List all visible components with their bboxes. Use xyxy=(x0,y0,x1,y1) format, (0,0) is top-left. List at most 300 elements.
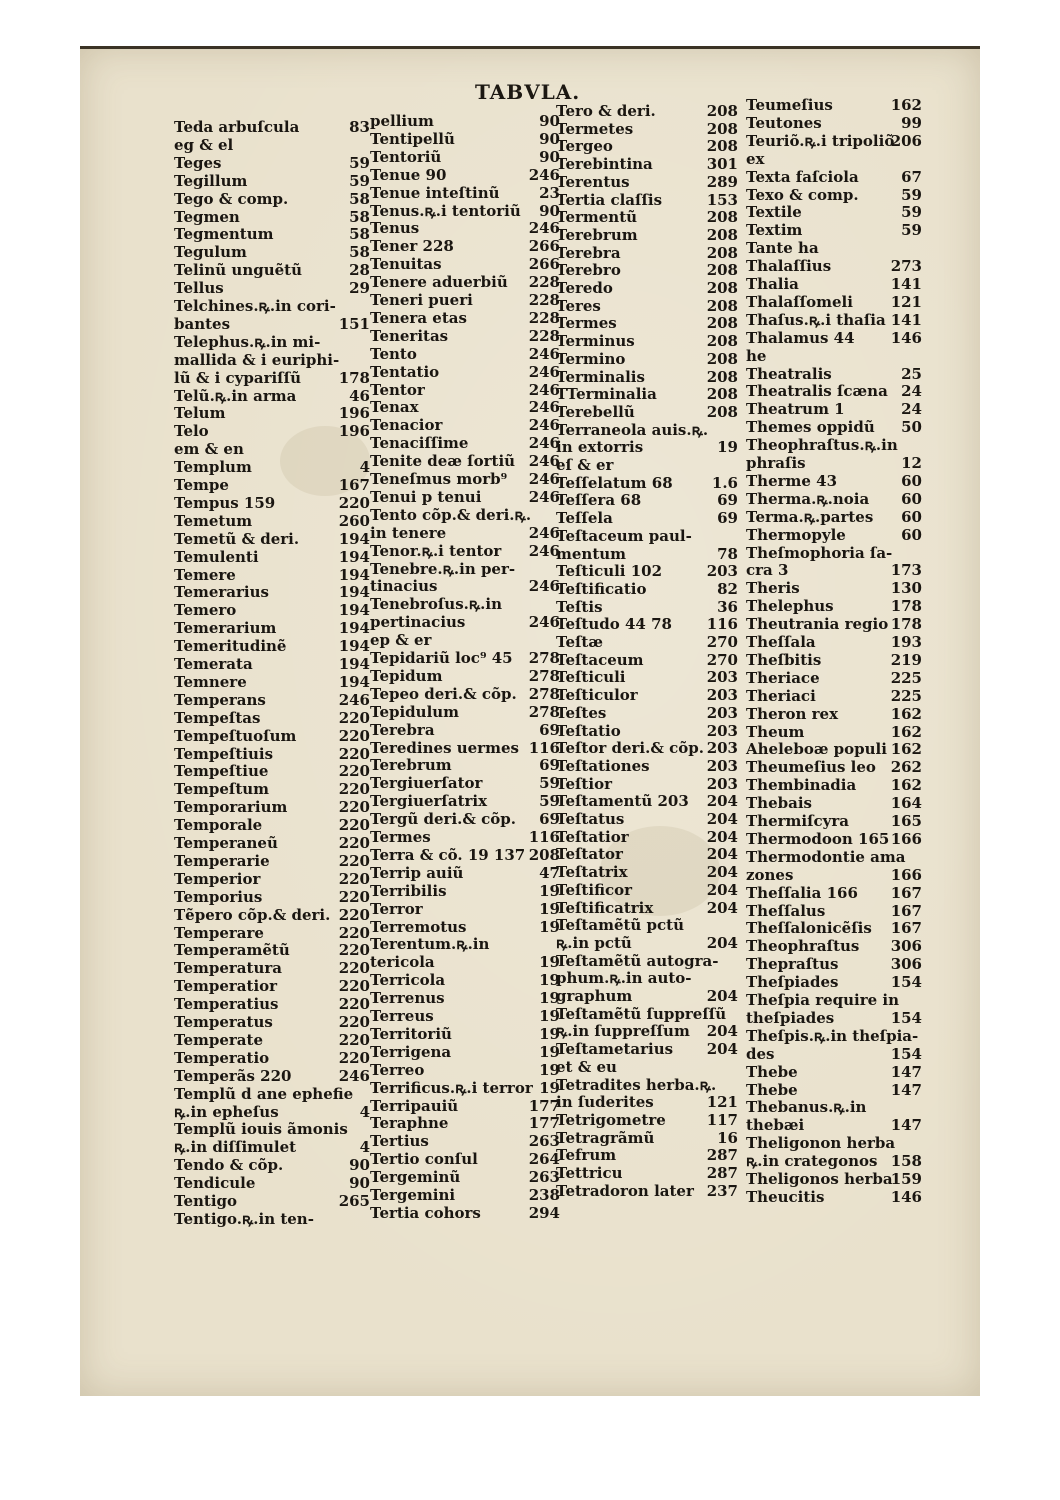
index-page-ref: 262 xyxy=(890,758,922,777)
index-page-ref: 19 xyxy=(539,1060,560,1079)
index-page-ref: 154 xyxy=(890,1044,922,1063)
index-term: Terror xyxy=(370,899,423,918)
index-page-ref: 246 xyxy=(528,523,560,542)
index-term: Theſpia require in xyxy=(746,991,900,1009)
index-page-ref: 203 xyxy=(706,686,738,705)
index-term: Tempeſtuoſum xyxy=(174,726,297,745)
index-term: Terricola xyxy=(370,971,446,990)
index-term: Theligonon herba xyxy=(746,1134,896,1153)
index-term: Temporarium xyxy=(174,798,288,817)
index-page-ref: 204 xyxy=(706,880,738,899)
index-term: Thalaſſomeli xyxy=(746,292,853,311)
index-page-ref: 220 xyxy=(338,959,370,978)
index-term: mallida & i euriphi- xyxy=(174,350,340,369)
index-page-ref: 58 xyxy=(349,207,370,226)
index-term: Teſſela xyxy=(556,509,613,528)
index-page-ref: 19 xyxy=(539,1007,560,1025)
index-page-ref: 141 xyxy=(890,310,922,329)
index-page-ref: 117 xyxy=(706,1110,738,1129)
index-term: zones xyxy=(746,865,794,884)
index-page-ref: 173 xyxy=(890,561,922,580)
index-page-ref: 162 xyxy=(890,740,922,759)
index-term: Teſtior xyxy=(556,774,612,793)
index-page-ref: 208 xyxy=(706,137,738,156)
index-term: Theum xyxy=(746,722,805,741)
index-term: Termetes xyxy=(556,119,634,138)
index-term: Teſtificatrix xyxy=(556,898,654,917)
index-page-ref: 246 xyxy=(528,398,560,417)
index-page-ref: 19 xyxy=(717,438,738,457)
index-term: Theumeſius leo xyxy=(746,758,876,777)
index-page-ref: 69 xyxy=(717,509,738,528)
index-page-ref: 208 xyxy=(706,279,738,297)
index-term: Temeritudinẽ xyxy=(174,637,287,656)
index-term: Terreus xyxy=(370,1007,434,1025)
index-page-ref: 246 xyxy=(528,344,560,363)
index-term: lũ & i cypariſſũ xyxy=(174,368,301,387)
index-term: Thalamus 44 xyxy=(746,328,855,347)
index-page-ref: 263 xyxy=(528,1168,560,1187)
index-page-ref: 46 xyxy=(349,386,370,405)
manuscript-page xyxy=(80,46,980,1396)
index-page-ref: 164 xyxy=(890,794,922,813)
index-term: Temperate xyxy=(174,1030,263,1049)
index-page-ref: 19 xyxy=(539,881,560,900)
index-page-ref: 90 xyxy=(349,1174,370,1193)
index-page-ref: 246 xyxy=(528,362,560,381)
index-page-ref: 208 xyxy=(528,845,560,864)
index-term: Tegmen xyxy=(174,207,240,226)
index-page-ref: 220 xyxy=(338,995,370,1014)
index-term: Temerarium xyxy=(174,619,277,638)
index-page-ref: 4 xyxy=(359,1138,370,1157)
index-page-ref: 59 xyxy=(901,221,922,240)
index-term: Temetum xyxy=(174,511,253,530)
index-page-ref: 194 xyxy=(338,619,370,638)
index-page-ref: 204 xyxy=(706,898,738,917)
index-term: Terma.ꝶ.partes xyxy=(746,507,874,526)
index-page-ref: 24 xyxy=(901,400,922,419)
index-term: Theſſalonicẽſis xyxy=(746,919,872,938)
index-page-ref: 220 xyxy=(338,780,370,799)
index-term: Teſtificatio xyxy=(556,579,647,598)
index-term: Termes xyxy=(556,314,617,333)
index-term: Theſſalus xyxy=(746,901,826,920)
index-term: Theron rex xyxy=(746,704,839,723)
index-term: Temnere xyxy=(174,672,247,691)
index-page-ref: 59 xyxy=(349,171,370,190)
index-page-ref: 90 xyxy=(539,201,560,220)
index-page-ref: 29 xyxy=(349,279,370,298)
index-page-ref: 246 xyxy=(338,1066,370,1085)
index-page-ref: 194 xyxy=(338,583,370,602)
index-term: Teſtatus xyxy=(556,810,625,828)
index-page-ref: 90 xyxy=(539,147,560,166)
index-page-ref: 60 xyxy=(901,507,922,526)
index-term: Tentipellũ xyxy=(370,129,455,148)
index-term: Teſſera 68 xyxy=(556,491,642,510)
index-page-ref: 208 xyxy=(706,119,738,138)
index-term: Tergeminũ xyxy=(370,1168,461,1187)
index-page-ref: 154 xyxy=(890,1008,922,1027)
index-page-ref: 273 xyxy=(890,257,922,276)
index-term: Temporale xyxy=(174,816,263,835)
index-term: Tentoriũ xyxy=(370,147,442,166)
index-page-ref: 204 xyxy=(706,863,738,882)
index-page-ref: 90 xyxy=(539,129,560,148)
index-term: Teſſelatum 68 xyxy=(556,473,673,492)
index-term: Teneritas xyxy=(370,326,449,345)
index-page-ref: 16 xyxy=(717,1128,738,1147)
index-term: Terentus xyxy=(556,172,630,191)
index-page-ref: 220 xyxy=(338,834,370,852)
index-term: Terebra xyxy=(370,720,435,739)
index-page-ref: 246 xyxy=(338,690,370,709)
index-term: TTerminalia xyxy=(556,385,657,404)
index-term: Temperare xyxy=(174,923,264,942)
index-term: pellium xyxy=(370,112,434,130)
index-term: Therme 43 xyxy=(746,471,838,490)
index-term: Temperans xyxy=(174,690,266,709)
index-term: Tetrigometre xyxy=(556,1110,666,1129)
index-term: Tenacior xyxy=(370,416,443,435)
index-page-ref: 116 xyxy=(528,828,560,846)
index-page-ref: 220 xyxy=(338,941,370,960)
index-term: phraſis xyxy=(746,454,806,472)
index-term: Theatralis ſcæna xyxy=(746,382,888,401)
index-page-ref: 69 xyxy=(717,491,738,510)
index-term: Teſtudo 44 78 xyxy=(556,615,672,634)
index-page-ref: 294 xyxy=(528,1203,560,1222)
index-term: Tenax xyxy=(370,398,419,417)
index-page-ref: 194 xyxy=(338,672,370,691)
index-page-ref: 301 xyxy=(706,155,738,174)
index-term: Tempeſtiuis xyxy=(174,744,274,763)
index-page-ref: 203 xyxy=(706,721,738,740)
index-term: Tenue 90 xyxy=(370,165,447,184)
index-term: Temero xyxy=(174,601,237,620)
index-term: Teſtæ xyxy=(556,633,603,651)
index-term: Texo & comp. xyxy=(746,185,859,204)
index-term: tericola xyxy=(370,953,435,972)
index-term: Aheleboæ populi xyxy=(746,740,887,759)
index-term: in extorris xyxy=(556,438,644,457)
index-term: Tendicule xyxy=(174,1174,256,1193)
index-term: Tetragrãmũ xyxy=(556,1128,655,1147)
index-term: Tegillum xyxy=(174,171,248,190)
index-term: Terraneola auis.ꝶ. xyxy=(556,420,709,439)
index-page-ref: 83 xyxy=(349,118,370,136)
index-term: Tertia claſſis xyxy=(556,190,663,209)
index-term: Temperatura xyxy=(174,959,282,978)
index-term: Teſtaceum paul- xyxy=(556,526,692,545)
index-page-ref: 166 xyxy=(890,865,922,884)
index-page-ref: 237 xyxy=(706,1181,738,1200)
index-term: Tentatio xyxy=(370,362,440,381)
index-page-ref: 23 xyxy=(539,183,560,202)
index-page-ref: 208 xyxy=(706,402,738,421)
index-page-ref: 246 xyxy=(528,541,560,560)
index-term: Tenuitas xyxy=(370,255,442,274)
index-page-ref: 36 xyxy=(717,597,738,616)
index-page-ref: 246 xyxy=(528,434,560,453)
index-term: Tepidariũ loc⁹ 45 xyxy=(370,649,513,667)
index-term: Thermodontie ama xyxy=(746,847,906,866)
index-page-ref: 193 xyxy=(890,633,922,651)
index-term: Temperatius xyxy=(174,995,279,1014)
index-page-ref: 194 xyxy=(338,547,370,566)
index-page-ref: 246 xyxy=(528,577,560,596)
index-page-ref: 220 xyxy=(338,798,370,817)
index-term: Theſſala xyxy=(746,633,816,651)
index-page-ref: 287 xyxy=(706,1146,738,1165)
index-term: Teges xyxy=(174,153,222,172)
index-page-ref: 246 xyxy=(528,380,560,399)
index-page-ref: 220 xyxy=(338,851,370,870)
index-term: Thepraſtus xyxy=(746,955,839,974)
index-term: ꝶ.in pctũ xyxy=(556,933,632,952)
index-term: cra 3 xyxy=(746,561,789,580)
index-term: Tenui p tenui xyxy=(370,487,482,506)
index-term: Teredines uermes xyxy=(370,738,519,757)
index-page-ref: 208 xyxy=(706,102,738,120)
index-page-ref: 151 xyxy=(338,314,370,333)
index-page-ref: 59 xyxy=(539,792,560,811)
index-term: Telũ.ꝶ.in arma xyxy=(174,386,297,405)
index-page-ref: 167 xyxy=(338,476,370,494)
index-term: Tergiuerſator xyxy=(370,774,483,793)
index-term: Theſmophoria ſa- xyxy=(746,543,893,562)
index-term: Teſtaceum xyxy=(556,650,644,669)
index-page-ref: 208 xyxy=(706,367,738,386)
index-term: Thalia xyxy=(746,275,799,293)
index-page-ref: 208 xyxy=(706,314,738,333)
index-term: Tertia cohors xyxy=(370,1203,481,1222)
index-page-ref: 270 xyxy=(706,633,738,651)
index-term: Tempus 159 xyxy=(174,493,276,512)
index-term: Terebro xyxy=(556,261,621,280)
index-term: Tentor xyxy=(370,380,425,399)
index-page-ref: 59 xyxy=(901,185,922,204)
index-page-ref: 208 xyxy=(706,296,738,315)
index-page-ref: 306 xyxy=(890,937,922,956)
index-page-ref: 220 xyxy=(338,1013,370,1031)
index-page-ref: 178 xyxy=(338,368,370,387)
index-term: Terebintina xyxy=(556,155,653,174)
index-term: Temetũ & deri. xyxy=(174,529,300,548)
index-term: Teſticulor xyxy=(556,686,638,705)
index-term: Thembinadia xyxy=(746,776,857,795)
index-term: ꝶ.in diſſimulet xyxy=(174,1138,297,1157)
index-term: Tefrum xyxy=(556,1146,617,1165)
index-page-ref: 208 xyxy=(706,332,738,351)
index-term: Tento xyxy=(370,344,417,363)
index-page-ref: 246 xyxy=(528,219,560,238)
index-term: Terrificus.ꝶ.i terror xyxy=(370,1078,533,1097)
page-top-edge xyxy=(80,46,980,49)
index-page-ref: 50 xyxy=(901,418,922,437)
index-page-ref: 58 xyxy=(349,243,370,262)
index-term: Tettricu xyxy=(556,1164,623,1182)
index-page-ref: 24 xyxy=(901,382,922,401)
index-term: Templum xyxy=(174,458,252,477)
index-page-ref: 162 xyxy=(890,704,922,723)
index-term: Teſtamẽtũ ſuppreſſũ xyxy=(556,1004,727,1023)
index-page-ref: 204 xyxy=(706,1040,738,1059)
index-term: Temperarie xyxy=(174,851,270,870)
index-term: Tertio conſul xyxy=(370,1150,478,1169)
index-term: Tertius xyxy=(370,1132,429,1151)
index-term: Tener 228 xyxy=(370,237,454,256)
index-term: Teutones xyxy=(746,113,822,132)
index-term: Thebanus.ꝶ.in xyxy=(746,1098,867,1117)
index-page-ref: 228 xyxy=(528,308,560,327)
index-term: Tetradoron later xyxy=(556,1181,694,1200)
index-page-ref: 220 xyxy=(338,977,370,996)
index-page-ref: 1.6 xyxy=(711,473,738,492)
index-term: Teſtametarius xyxy=(556,1040,674,1059)
index-term: Tenus.ꝶ.i tentoriũ xyxy=(370,201,521,220)
index-term: Tenus xyxy=(370,219,420,238)
index-page-ref: 219 xyxy=(890,650,922,669)
index-page-ref: 203 xyxy=(706,562,738,581)
index-page-ref: 82 xyxy=(717,579,738,598)
index-page-ref: 19 xyxy=(539,953,560,972)
index-term: Terreo xyxy=(370,1060,425,1079)
index-term: Terebrum xyxy=(370,756,452,775)
index-page-ref: 78 xyxy=(717,544,738,563)
index-term: Teſtes xyxy=(556,703,607,722)
index-page-ref: 178 xyxy=(890,597,922,616)
index-term: Tenaciſſime xyxy=(370,434,469,453)
index-page-ref: 220 xyxy=(338,816,370,835)
index-page-ref: 19 xyxy=(539,971,560,990)
index-term: Teſtamentũ 203 xyxy=(556,792,689,811)
index-page-ref: 238 xyxy=(528,1186,560,1204)
index-term: Termes xyxy=(370,828,431,846)
index-page-ref: 228 xyxy=(528,273,560,292)
index-term: theſpiades xyxy=(746,1008,835,1027)
index-page-ref: 203 xyxy=(706,739,738,758)
index-page-ref: 60 xyxy=(901,489,922,508)
index-page-ref: 194 xyxy=(338,601,370,620)
index-page-ref: 19 xyxy=(539,989,560,1008)
index-term: Terribilis xyxy=(370,881,447,900)
index-term: Thermiſcyra xyxy=(746,812,850,830)
index-page-ref: 246 xyxy=(528,487,560,506)
index-page-ref: 4 xyxy=(359,458,370,477)
index-page-ref: 287 xyxy=(706,1164,738,1182)
index-term: Tẽpero cõp.& deri. xyxy=(174,905,331,924)
index-term: Teſtatio xyxy=(556,721,621,740)
index-term: Theſpiades xyxy=(746,973,839,992)
index-page-ref: 263 xyxy=(528,1132,560,1151)
index-term: em & en xyxy=(174,440,244,459)
index-page-ref: 220 xyxy=(338,1048,370,1067)
index-page-ref: 60 xyxy=(901,471,922,490)
index-term: Teſtis xyxy=(556,597,603,616)
index-page-ref: 19 xyxy=(539,1024,560,1043)
index-page-ref: 121 xyxy=(706,1093,738,1112)
index-term: Thermodoon 165 xyxy=(746,829,890,848)
index-term: ꝶ.in ſuppreſſum xyxy=(556,1022,690,1041)
index-page-ref: 206 xyxy=(890,131,922,150)
index-page-ref: 58 xyxy=(349,225,370,244)
index-term: Telum xyxy=(174,404,226,423)
index-page-ref: 220 xyxy=(338,905,370,924)
index-term: Teſtatior xyxy=(556,827,629,846)
index-term: Thermopyle xyxy=(746,525,846,544)
index-term: Terminalis xyxy=(556,367,645,386)
index-page-ref: 194 xyxy=(338,637,370,656)
index-page-ref: 58 xyxy=(349,189,370,208)
index-term: Tego & comp. xyxy=(174,189,289,208)
index-term: Temperior xyxy=(174,869,261,888)
index-page-ref: 203 xyxy=(706,774,738,793)
index-page-ref: 246 xyxy=(528,452,560,471)
index-page-ref: 146 xyxy=(890,328,922,347)
index-term: Teda arbuſcula xyxy=(174,118,300,136)
index-term: Telchines.ꝶ.in cori- xyxy=(174,297,336,315)
index-term: Texta faſciola xyxy=(746,167,859,186)
index-page-ref: 208 xyxy=(706,225,738,244)
index-term: Tempeſtiue xyxy=(174,762,269,781)
index-term: Teraphne xyxy=(370,1114,449,1133)
index-term: Theſbitis xyxy=(746,650,822,669)
index-page-ref: 220 xyxy=(338,744,370,763)
index-page-ref: 167 xyxy=(890,919,922,938)
index-page-ref: 204 xyxy=(706,845,738,864)
index-page-ref: 146 xyxy=(890,1187,922,1206)
index-page-ref: 204 xyxy=(706,810,738,828)
index-term: Terebellũ xyxy=(556,402,635,421)
index-term: Temporius xyxy=(174,887,263,906)
index-page-ref: 194 xyxy=(338,529,370,548)
index-page-ref: 220 xyxy=(338,869,370,888)
index-page-ref: 158 xyxy=(890,1152,922,1171)
index-term: Textile xyxy=(746,203,802,222)
index-page-ref: 162 xyxy=(890,96,922,114)
index-page-ref: 208 xyxy=(706,385,738,404)
index-page-ref: 4 xyxy=(359,1102,370,1121)
index-page-ref: 246 xyxy=(528,165,560,184)
index-term: Temerarius xyxy=(174,583,269,602)
index-term: Teſtator xyxy=(556,845,623,864)
index-term: Tergeo xyxy=(556,137,613,156)
index-term: Teumeſius xyxy=(746,96,833,114)
index-term: Tenebre.ꝶ.in per- xyxy=(370,559,516,578)
index-term: Thalaſſius xyxy=(746,257,832,276)
index-page-ref: 278 xyxy=(528,702,560,721)
index-term: des xyxy=(746,1044,775,1063)
index-page-ref: 306 xyxy=(890,955,922,974)
index-term: Tenere aduerbiũ xyxy=(370,273,508,292)
index-term: Teſtificor xyxy=(556,880,633,899)
index-page-ref: 203 xyxy=(706,703,738,722)
index-term: Theophraſtus.ꝶ.in xyxy=(746,436,898,455)
index-page-ref: 59 xyxy=(901,203,922,222)
index-page-ref: 220 xyxy=(338,708,370,727)
index-term: Tentigo xyxy=(174,1192,238,1210)
index-page-ref: 162 xyxy=(890,722,922,741)
index-term: Temulenti xyxy=(174,547,259,566)
index-term: Terentum.ꝶ.in xyxy=(370,935,490,954)
index-term: Temperamẽtũ xyxy=(174,941,290,960)
index-term: Textim xyxy=(746,221,803,240)
index-page-ref: 196 xyxy=(338,422,370,441)
index-term: Terrenus xyxy=(370,989,445,1008)
index-page-ref: 203 xyxy=(706,668,738,687)
